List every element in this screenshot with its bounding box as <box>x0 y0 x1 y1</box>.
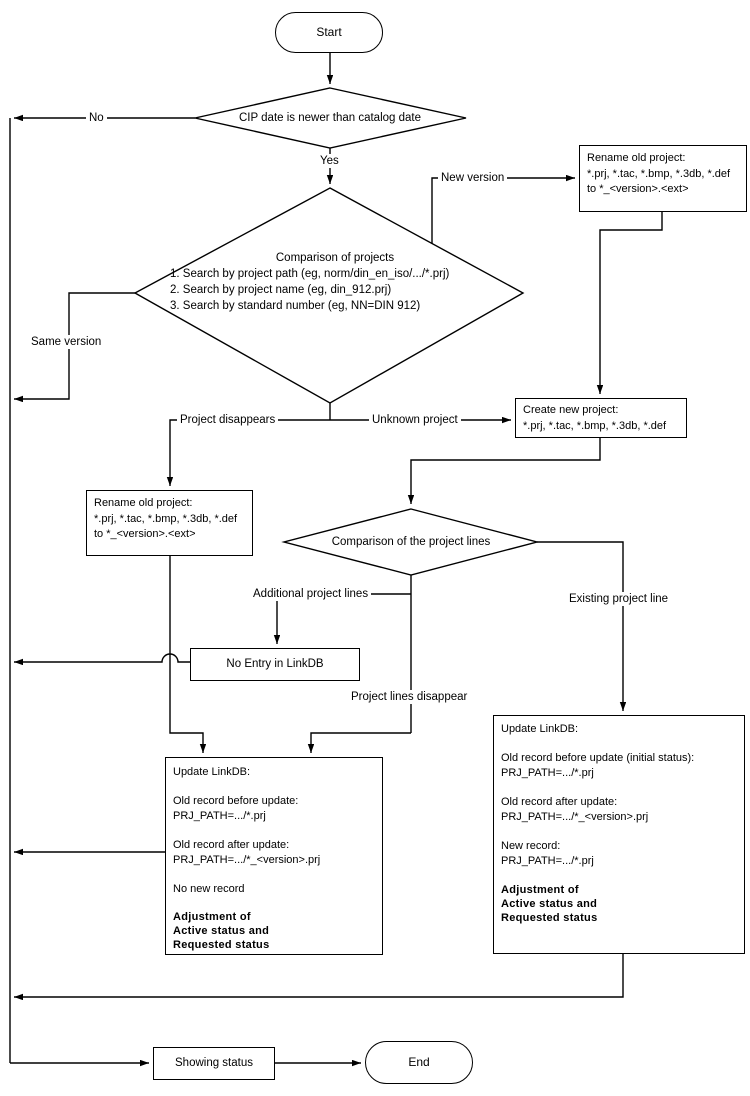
update-right-old-before-value: PRJ_PATH=.../*.prj <box>501 767 594 779</box>
update-left-adjust3: Requested status <box>173 939 270 951</box>
showing-status-label: Showing status <box>175 1057 253 1069</box>
update-right-old-before-label: Old record before update (initial status): <box>501 751 695 764</box>
rename-left-line3: to *_<version>.<ext> <box>94 528 196 540</box>
update-left-adjust2: Active status and <box>173 925 270 937</box>
edge-label-project-disappears: Project disappears <box>177 413 278 427</box>
cip-date-decision-label: CIP date is newer than catalog date <box>239 112 421 124</box>
update-right-old-after-label: Old record after update: <box>501 795 618 808</box>
rename-right-line2: *.prj, *.tac, *.bmp, *.3db, *.def <box>587 167 731 180</box>
edge-label-project-lines-disappear: Project lines disappear <box>348 690 470 704</box>
comparison-projects-item3: 3. Search by standard number (eg, NN=DIN 912) <box>170 300 421 312</box>
update-right-new-record-value: PRJ_PATH=.../*.prj <box>501 855 594 867</box>
edge-rename-right-to-create <box>600 212 662 394</box>
update-linkdb-left-box <box>165 757 383 955</box>
rename-old-project-right-box <box>579 145 747 212</box>
rename-right-line1: Rename old project: <box>587 152 686 164</box>
start-node <box>275 12 383 53</box>
edge-label-yes: Yes <box>317 154 342 168</box>
comparison-projects-title: Comparison of projects <box>275 252 395 264</box>
edge-label-additional-project-lines: Additional project lines <box>250 587 371 601</box>
edge-label-no: No <box>86 111 107 125</box>
rename-right-line3: to *_<version>.<ext> <box>587 183 689 195</box>
edge-update-right-to-trunk <box>14 954 623 997</box>
update-left-adjust1: Adjustment of <box>173 911 251 923</box>
start-label: Start <box>316 25 342 39</box>
no-entry-label: No Entry in LinkDB <box>226 658 324 670</box>
update-left-old-after-value: PRJ_PATH=.../*_<version>.prj <box>173 854 321 866</box>
update-right-new-record-label: New record: <box>501 839 561 852</box>
create-new-line2: *.prj, *.tac, *.bmp, *.3db, *.def <box>523 419 667 432</box>
edge-new-version <box>432 178 575 245</box>
comparison-projects-text <box>170 250 500 314</box>
edge-additional-project-lines <box>277 594 411 644</box>
rename-old-project-left-box <box>86 490 253 556</box>
update-right-adjust2: Active status and <box>501 897 598 910</box>
update-linkdb-right-box <box>493 715 745 954</box>
create-new-line1: Create new project: <box>523 404 619 416</box>
update-left-title: Update LinkDB: <box>173 766 251 778</box>
no-entry-linkdb-box <box>190 648 360 681</box>
update-left-old-before-value: PRJ_PATH=.../*.prj <box>173 810 266 822</box>
edge-label-same-version: Same version <box>28 335 104 349</box>
end-node <box>365 1041 473 1084</box>
update-left-no-new-record: No new record <box>173 882 245 895</box>
edge-no-entry-to-trunk <box>14 654 190 662</box>
update-right-title: Update LinkDB: <box>501 723 579 735</box>
edge-project-disappears <box>170 420 330 486</box>
edge-project-lines-disappear <box>311 733 411 753</box>
showing-status-box <box>153 1047 275 1080</box>
edge-create-to-lines-decision <box>411 438 600 504</box>
rename-left-line2: *.prj, *.tac, *.bmp, *.3db, *.def <box>94 512 238 525</box>
rename-left-line1: Rename old project: <box>94 497 193 509</box>
comparison-projects-item1: 1. Search by project path (eg, norm/din_en_iso/.../*.prj) <box>170 268 450 280</box>
edge-existing-project-line <box>537 542 623 711</box>
update-right-adjust1: Adjustment of <box>501 883 579 896</box>
edge-label-existing-project-line: Existing project line <box>566 592 671 606</box>
update-left-old-before-label: Old record before update: <box>173 794 299 807</box>
comparison-projects-item2: 2. Search by project name (eg, din_912.prj) <box>170 284 392 296</box>
create-new-project-box <box>515 398 687 438</box>
comparison-lines-label: Comparison of the project lines <box>331 536 491 548</box>
edge-label-new-version: New version <box>438 171 507 185</box>
end-label: End <box>408 1055 430 1069</box>
edge-label-unknown-project: Unknown project <box>369 413 461 427</box>
update-right-old-after-value: PRJ_PATH=.../*_<version>.prj <box>501 811 649 823</box>
update-right-adjust3: Requested status <box>501 911 598 924</box>
update-left-old-after-label: Old record after update: <box>173 838 290 851</box>
